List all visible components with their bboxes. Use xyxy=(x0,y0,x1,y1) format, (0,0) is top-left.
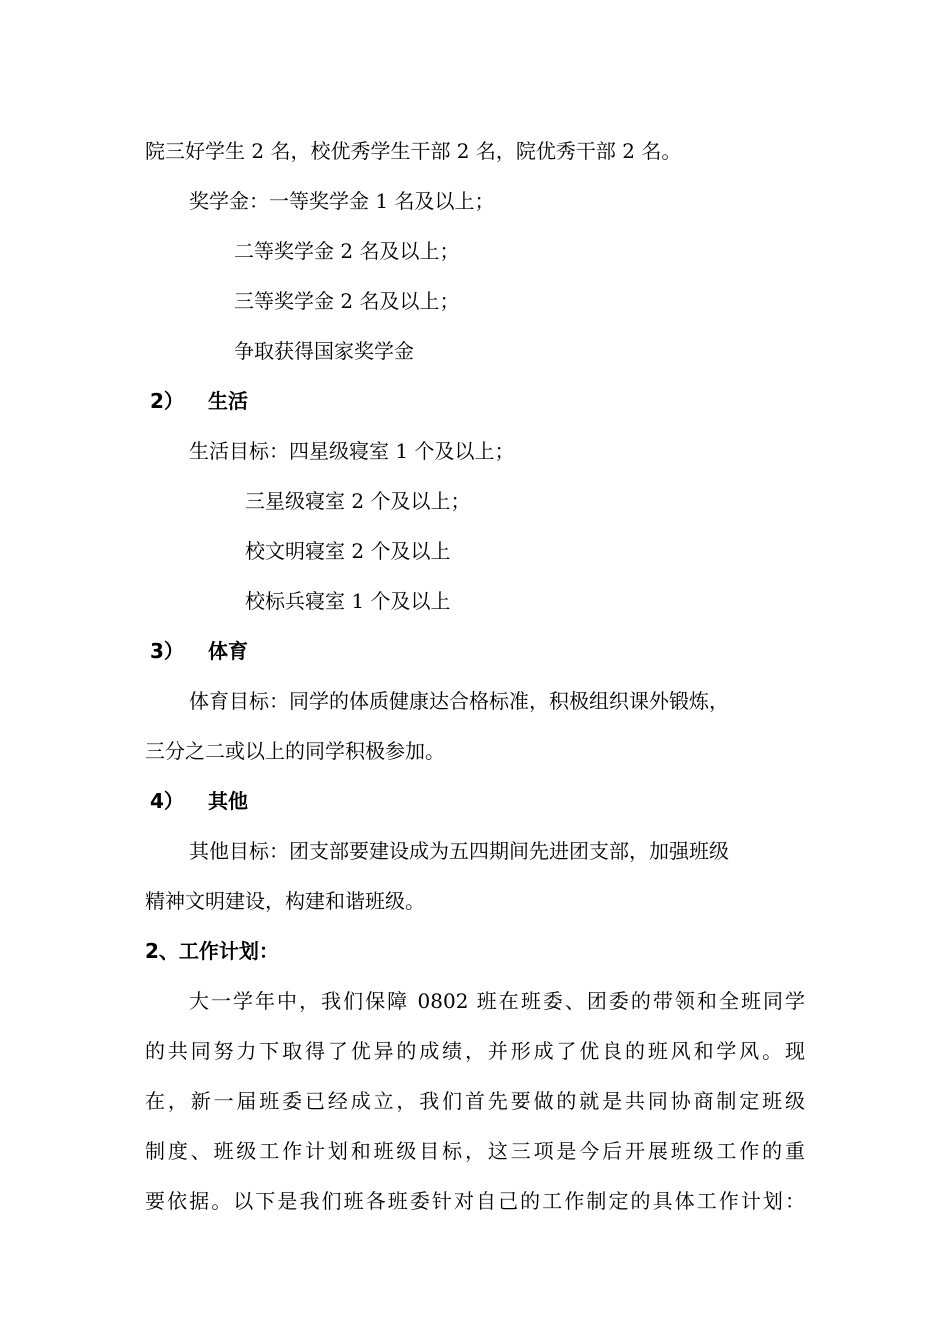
text-line-three-star-dorm: 三星级寝室 2 个及以上； xyxy=(245,489,471,513)
text-line-life-goal: 生活目标：四星级寝室 1 个及以上； xyxy=(189,439,515,463)
text-line-sports-goal-cont: 三分之二或以上的同学积极参加。 xyxy=(145,739,445,763)
section-number: 2） xyxy=(150,389,184,413)
paragraph-line-2: 的共同努力下取得了优异的成绩，并形成了优良的班风和学风。现 xyxy=(145,1039,805,1063)
text-line-scholarship-first: 奖学金：一等奖学金 1 名及以上； xyxy=(189,189,495,213)
text-line-model-dorm: 校标兵寝室 1 个及以上 xyxy=(245,589,451,613)
text-line-scholarship-third: 三等奖学金 2 名及以上； xyxy=(234,289,460,313)
section-number: 3） xyxy=(150,639,184,663)
section-title: 生活 xyxy=(208,389,248,413)
paragraph-line-3: 在，新一届班委已经成立，我们首先要做的就是共同协商制定班级 xyxy=(145,1089,805,1113)
text-line-civilized-dorm: 校文明寝室 2 个及以上 xyxy=(245,539,451,563)
text-line-scholarship-second: 二等奖学金 2 名及以上； xyxy=(234,239,460,263)
section-heading-sports xyxy=(150,636,248,666)
text-line-honors: 院三好学生 2 名，校优秀学生干部 2 名，院优秀干部 2 名。 xyxy=(145,139,682,163)
section-heading-life xyxy=(150,386,248,416)
text-line-national-scholarship: 争取获得国家奖学金 xyxy=(234,339,414,363)
text-line-other-goal: 其他目标：团支部要建设成为五四期间先进团支部，加强班级 xyxy=(189,839,729,863)
text-line-sports-goal: 体育目标：同学的体质健康达合格标准，积极组织课外锻炼， xyxy=(189,689,729,713)
section-title: 其他 xyxy=(208,789,248,813)
section-heading-work-plan: 2、工作计划： xyxy=(145,939,279,963)
section-heading-other xyxy=(150,786,248,816)
section-number: 4） xyxy=(150,789,184,813)
paragraph-line-5: 要依据。以下是我们班各班委针对自己的工作制定的具体工作计划： xyxy=(145,1189,805,1213)
section-title: 体育 xyxy=(208,639,248,663)
text-line-other-goal-cont: 精神文明建设，构建和谐班级。 xyxy=(145,889,425,913)
paragraph-line-4: 制度、班级工作计划和班级目标，这三项是今后开展班级工作的重 xyxy=(145,1139,805,1163)
paragraph-line-1: 大一学年中，我们保障 0802 班在班委、团委的带领和全班同学 xyxy=(189,989,805,1013)
